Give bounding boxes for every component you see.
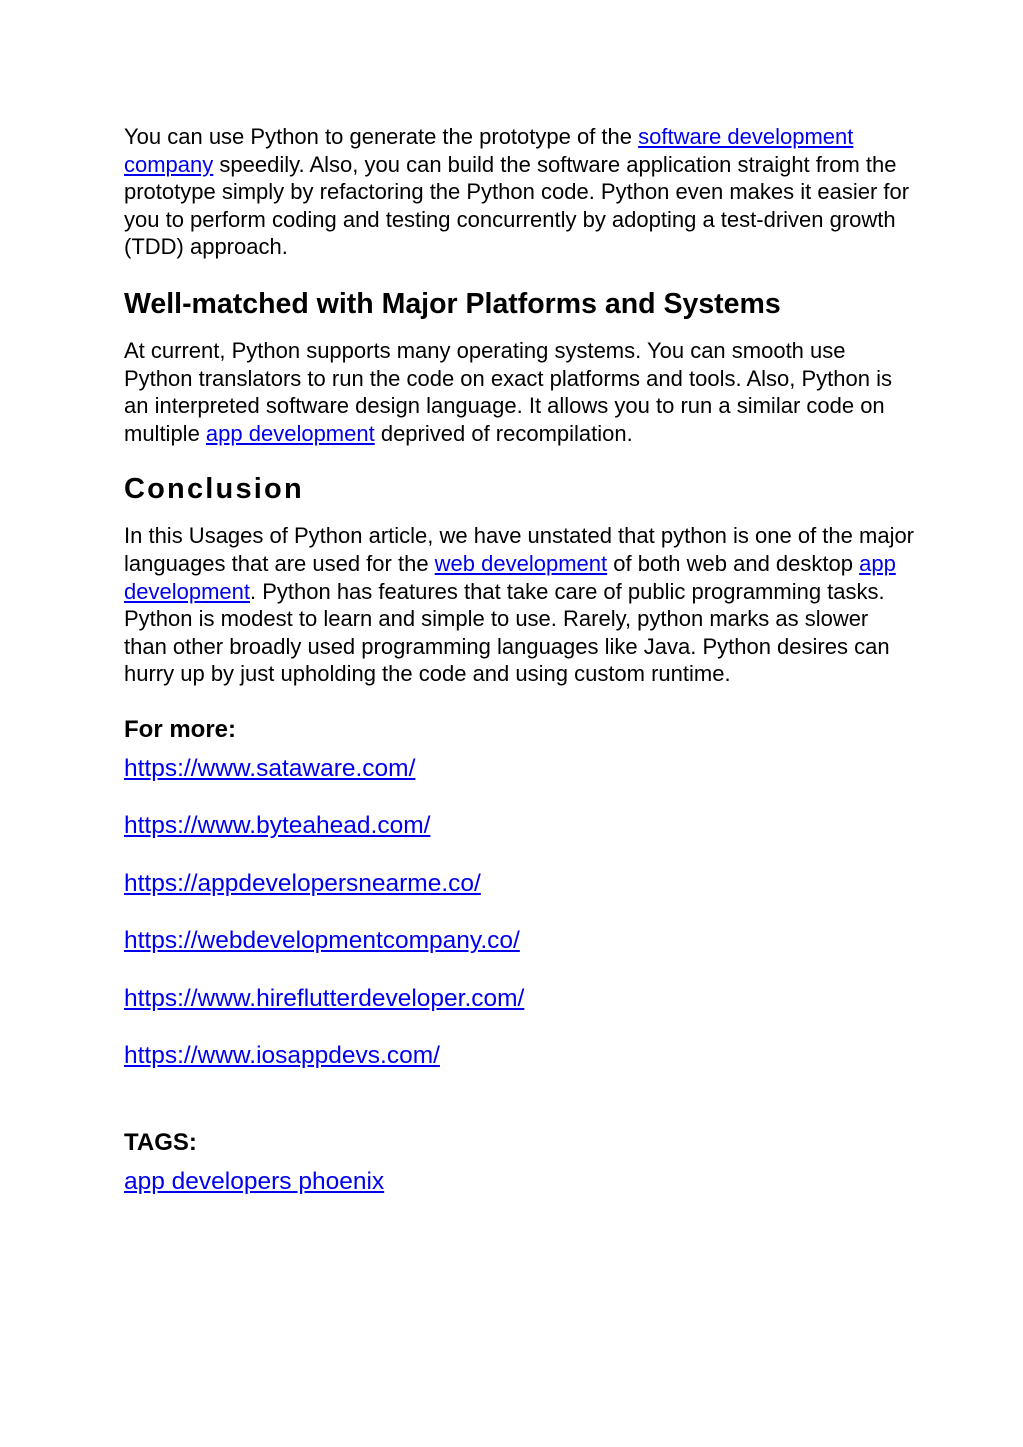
hireflutterdeveloper-link[interactable]: https://www.hireflutterdeveloper.com/ <box>124 984 525 1012</box>
list-item <box>124 811 914 840</box>
platforms-paragraph <box>124 337 914 447</box>
list-item <box>124 984 914 1013</box>
iosappdevs-link[interactable]: https://www.iosappdevs.com/ <box>124 1042 440 1070</box>
intro-text-1: You can use Python to generate the prototype of the <box>124 124 639 149</box>
conclusion-paragraph <box>124 522 914 688</box>
list-item <box>124 926 914 955</box>
platforms-text-1: At current, Python supports many operating systems. You can smooth use Python translators to run the code on exact platforms and tools. Also, Python is an interpreted software design language. It allows you to run a similar code on multiple <box>124 337 892 446</box>
list-item <box>124 754 914 783</box>
intro-paragraph <box>124 123 914 261</box>
web-development-link[interactable]: web development <box>434 550 608 576</box>
list-item <box>124 1041 914 1070</box>
conclusion-text-1: In this Usages of Python article, we have unstated that python is one of the major languages that are used for the <box>124 523 915 576</box>
app-development-link[interactable]: app development <box>205 420 375 446</box>
conclusion-heading: Conclusion <box>124 473 304 506</box>
platforms-text-2: deprived of recompilation. <box>374 420 633 446</box>
platforms-heading: Well-matched with Major Platforms and Systems <box>124 287 781 320</box>
intro-text-2: speedily. Also, you can build the software application straight from the prototype simply by refactoring the Python code. Python even makes it easier for you to perform coding and testing concurrently by adopting a test-driven growth (TDD) approach. <box>124 151 910 260</box>
conclusion-text-2: of both web and desktop <box>607 550 860 576</box>
tags-heading: TAGS: <box>124 1129 197 1157</box>
article-body <box>124 123 914 1196</box>
list-item <box>124 869 914 898</box>
software-development-company-link[interactable]: software development company <box>124 124 854 177</box>
for-more-heading: For more: <box>124 715 237 743</box>
reference-links-list <box>124 754 914 1071</box>
appdevelopersnearme-link[interactable]: https://appdevelopersnearme.co/ <box>124 869 481 897</box>
sataware-link[interactable]: https://www.sataware.com/ <box>124 754 416 782</box>
webdevelopmentcompany-link[interactable]: https://webdevelopmentcompany.co/ <box>124 927 520 955</box>
app-development-link-2[interactable]: app development <box>124 550 896 604</box>
byteahead-link[interactable]: https://www.byteahead.com/ <box>124 812 431 840</box>
app-developers-phoenix-tag-link[interactable]: app developers phoenix <box>124 1168 385 1196</box>
conclusion-text-3: . Python has features that take care of public programming tasks. Python is modest to learn and simple to use. Rarely, python marks as slower than other broadly used programming languages like Java. Python desires can hurry up by just upholding the code and using custom runtime. <box>124 578 890 687</box>
